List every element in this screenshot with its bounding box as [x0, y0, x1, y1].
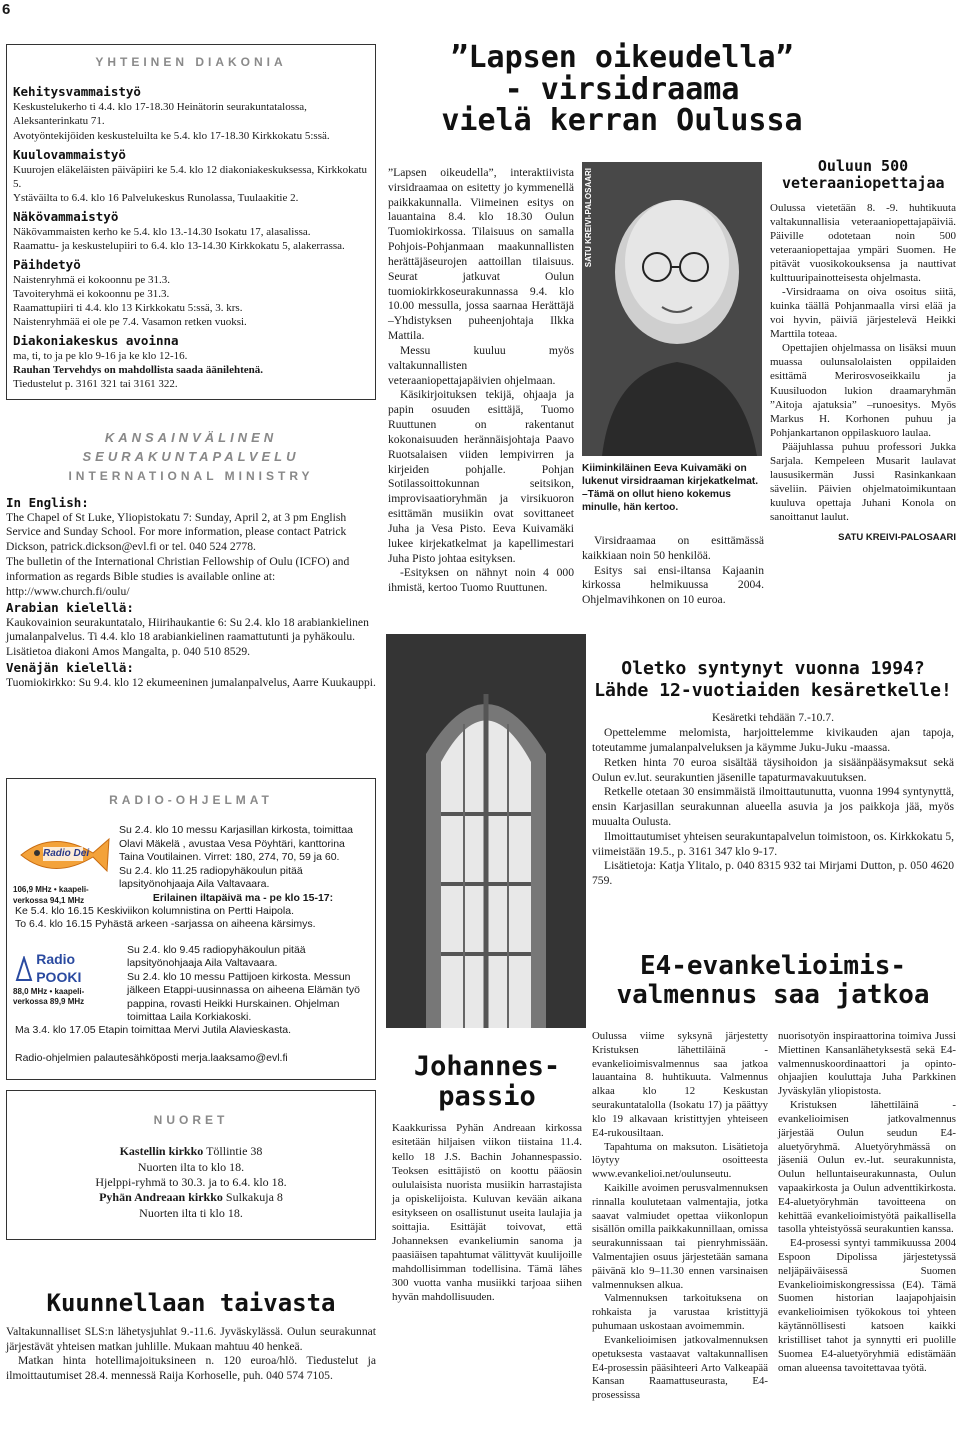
diakonia-line: Tavoiteryhmä ei kokoonnu pe 31.3. — [13, 288, 170, 301]
e4-paragraph: nuorisotyön inspiraattorina toimiva Jussi Miettinen Kansanlähetyksestä sekä E4-valmennuskoordinaattori ja opinto-ohjaajien kouluttaja Juha Parkkinen Jyväskylän yliopistosta. — [778, 1030, 956, 1098]
diakonia-heading: Diakoniakeskus avoinna — [13, 333, 179, 349]
radio-line-6: Su 2.4. klo 9.45 radiopyhäkoulun pitää lapsityönohjaaja Aila Valtavaara. — [127, 943, 306, 970]
diakonia-line: Näkövammaisten kerho ke 5.4. klo 13.-14.30 Isokatu 17, alasalissa. — [13, 225, 311, 238]
diakonia-line: Naistenryhmä ei kokoonnu pe 31.3. — [13, 273, 171, 286]
diakonia-line: ma, ti, to ja pe klo 9-16 ja ke klo 12-16. — [13, 350, 188, 363]
church-window-image — [386, 634, 586, 1028]
kesaretki-date: Kesäretki tehdään 7.-10.7. — [711, 711, 834, 725]
kesaretki-paragraph: Lisätietoja: Katja Ylitalo, p. 040 8315 932 tai Mirjami Dutton, p. 050 4620 759. — [592, 859, 954, 888]
radio-dei-freq-2: verkossa 94,1 MHz — [13, 895, 85, 905]
e4-column-2 — [778, 1030, 956, 1375]
e4-headline-1: E4-evankelioimis- — [639, 951, 907, 981]
veteraani-text — [770, 201, 956, 525]
e4-paragraph: E4-prosessi syntyi tammikuussa 2004 Espoon Dipolissa järjestetyssä neljäpäiväisessä Suomen Evankelioimiskongressissa (E4). Tämä Suomen historian laajapohjaisin evankelioimisen työkokous toi yhteen käytännöllisesti katsoen kaikki kristilliset tahot ja synnytti eri puolille Suomea E4-aluetyöryhmiä edistämään oman alueensa tavoitettavaa työtä. — [778, 1237, 956, 1374]
kesaretki-headline-2: Lähde 12-vuotiaiden kesäretkelle! — [594, 679, 952, 701]
radio-pooki-name: Radio POOKI — [36, 951, 82, 985]
taivas-section — [6, 1288, 376, 1384]
church-window-photo — [386, 634, 586, 1028]
radio-dei-logo — [13, 829, 113, 906]
veteraani-credit: SATU KREIVI-PALOSAARI — [838, 532, 956, 544]
nuoret-title: NUORET — [153, 1113, 229, 1127]
virsi-paragraph: Käsikirjoituksen tekijä, ohjaaja ja papin osuuden esittäjä, Tuomo Ruuttunen on rakentanut kokonaisuuden herännäisjohtaja Paavo Ruotsalaisen viiden lempivirren ja kirjeiden pohjalle. Pohjan Sotilassoittokunnan seitsikon, improvisaatioryhmän ja virsikuoron esittämän musiikin ovat sovittaneet Juha ja Vesa Pisto. Eeva Kuivamäki lukee kirjekatkelmat ja kapellimestari Juha Pisto johtaa esityksen. — [388, 388, 574, 565]
virsi-headline-1: ”Lapsen oikeudella” — [450, 40, 794, 75]
johannes-headline-2: passio — [438, 1080, 536, 1112]
kesaretki-paragraph: Retken hinta 70 euroa sisältää täysihoidon ja sisäänpääsymaksut sekä Oulun ev.lut. seurakuntien jäsenille tapaturmavakuutuksen. — [592, 755, 954, 784]
virsi-paragraph: ”Lapsen oikeudella”, interaktiivista virsidraamaa on esitetty jo kymmenellä paikkakunnalla. Viimeinen esitys on lauantaina 8.4. klo 18.30 Oulun Tuomiokirkossa. Tilaisuus on samalla Pohjois-Pohjanmaan maakunnallisten herättäjäseurojen aattoillan tilaisuus. Seurat jatkuvat Oulun tuomiokirkkoseurakunnassa 9.4. klo 10.00 messulla, jossa saarnaa Herättäjä –Yhdistyksen puheenjohtaja Ilkka Mattila. — [388, 166, 574, 343]
diakonia-line: Naistenryhmää ei ole pe 7.4. Vasamon retken vuoksi. — [13, 316, 247, 329]
kesaretki-text — [592, 726, 954, 889]
e4-paragraph: Valmennuksen tarkoituksena on rohkaista ja varustaa kristittyjä puhumaan uskostaan avoimemmin. — [592, 1292, 768, 1333]
radio-box — [6, 778, 376, 1080]
virsi-paragraph: Esitys sai ensi-iltansa Kajaanin kirkossa helmikuussa 2004. Ohjelmavihkonen on 10 euroa. — [582, 563, 764, 607]
veteraani-paragraph: Oulussa vietetään 8. -9. huhtikuuta valtakunnallisia veteraaniopettajapäiviä. Päiville odotetaan noin 500 veteraaniopettajaa ympäri Suomen. He pitävät vuosikokouksensa ja nauttivat kulttuuripainotteisesta ohjelmasta. — [770, 201, 956, 284]
intl-english-text: The Chapel of St Luke, Yliopistokatu 7: Sunday, April 2, at 3 pm English Service and Sunday School. For more information, please contact Patrick Dickson, patrick.dickson@evl.fi or tel. 040 524 2778. — [6, 510, 347, 554]
diakonia-heading: Kuulovammaistyö — [13, 146, 126, 162]
e4-headline-2: valmennus saa jatkoa — [616, 979, 930, 1010]
international-section — [6, 430, 376, 770]
radio-pooki-logo — [13, 951, 121, 1007]
radio-title: RADIO-OHJELMAT — [109, 793, 273, 807]
radio-pooki-block — [127, 944, 367, 971]
johannes-headline-1: Johannes- — [413, 1051, 561, 1082]
woman-portrait-image — [582, 162, 762, 456]
veteraani-paragraph: Opettajien ohjelmassa on lisäksi muun muassa oulunsalolaisten oppilaiden esittämä Merirosvoseikkailu ja Kuusiluodon lukion draamaryhmän ”Aitoja ajatuksia” –runoesitys. Myös Markus H. Korhonen puhuu ja Pohjankartanon oppilaskuoro laulaa. — [770, 342, 956, 439]
e4-headline — [592, 952, 954, 1009]
radio-line-5: To 6.4. klo 16.15 Pyhästä arkeen -sarjassa on aiheena kärsimys. — [15, 918, 316, 931]
virsi-headline-2: - virsidraama — [504, 71, 740, 107]
e4-paragraph: Kaikille avoimen perusvalmennuksen rinnalla koulutetaan valmentajia, jotka saavat valmiudet opettaa viikonlopun sisällön omilla paikkakunnillaan, omissa seurakunnissaan tai pienryhmissään. Valmentajien osuus järjestetään samana päivänä klo 9–11.30 ennen varsinaisen valmennuksen alkua. — [592, 1181, 768, 1291]
radio-dei-name: Radio Dei — [43, 848, 90, 859]
intl-heading-arabic: Arabian kielellä: — [6, 599, 134, 615]
virsi-paragraph: -Esityksen on nähnyt noin 4 000 ihmistä, kertoo Tuomo Ruuttunen. — [388, 566, 574, 595]
diakonia-line: Kuurojen eläkeläisten päiväpiiri ke 5.4. klo 12 diakoniakeskuksessa, Kirkkokatu 5. — [13, 163, 368, 190]
intl-title-3: INTERNATIONAL MINISTRY — [68, 469, 314, 484]
diakonia-contact: Tiedustelut p. 3161 321 tai 3161 322. — [13, 378, 178, 391]
intl-title-1: KANSAINVÄLINEN — [104, 430, 278, 445]
diakonia-heading: Kehitysvammaistyö — [13, 84, 141, 100]
diakonia-box — [6, 44, 376, 400]
diakonia-sections — [13, 84, 369, 391]
diakonia-line: Ystäväilta to 6.4. klo 16 Palvelukeskus Runolassa, Tuulaakitie 2. — [13, 191, 299, 204]
virsi-column-2 — [582, 534, 764, 608]
diakonia-heading: Päihdetyö — [13, 256, 81, 272]
taivas-title: Kuunnellaan taivasta — [46, 1289, 336, 1317]
radio-line-2: Su 2.4. klo 11.25 radiopyhäkoulun pitää lapsityönohjaaja Aila Valtavaara. — [119, 864, 303, 891]
virsi-paragraph: Virsidraamaa on esittämässä kaikkiaan noin 50 henkilöä. — [582, 534, 764, 562]
radio-pooki-freq-2: verkossa 89,9 MHz — [13, 997, 85, 1007]
e4-paragraph: Kristuksen lähettiläinä -evankelioimisen jatkovalmennus järjestää Oulun seudun E4-aluetyöryhmä. Aluetyöryhmässä on jäseniä Oulun ev.-lut. seurakunnista, Oulun helluntaiseurakunnasta, Oulun vapaakirkosta ja Oulun adventtikirkosta. E4-aluetyöryhmän tavoitteena on kehittää evankelioimistyötä paikallisella tasolla yhteistyössä seurakuntien kanssa. — [778, 1099, 956, 1236]
photo-credit-vertical: SATU KREIVI-PALOSAARI — [584, 168, 593, 268]
intl-heading-russian: Venäjän kielellä: — [6, 660, 134, 676]
intl-russian-text: Tuomiokirkko: Su 9.4. klo 12 ekumeeninen jumalanpalvelus, Aarre Kuukauppi. — [6, 676, 376, 690]
veteraani-section — [770, 158, 956, 544]
intl-heading-english: In English: — [6, 494, 89, 510]
diakonia-line: Raamattu- ja keskustelupiiri to 6.4. klo 13-14.30 Kirkkokatu 5, alakerrassa. — [13, 239, 345, 252]
radio-line-4: Ke 5.4. klo 16.15 Keskiviikon kolumnistina on Pertti Haipola. — [15, 904, 294, 917]
radio-tower-icon — [13, 956, 34, 982]
kesaretki-section — [592, 658, 954, 889]
radio-line-3: Erilainen iltapäivä ma - pe klo 15-17: — [152, 891, 334, 904]
veteraani-title: Ouluun 500 veteraaniopettajaa — [782, 157, 945, 193]
radio-pooki-freq-1: 88,0 MHz • kaapeli- — [13, 986, 85, 996]
intl-title-2: SEURAKUNTAPALVELU — [82, 448, 300, 464]
nuoret-row-2: Nuorten ilta to klo 18. — [137, 1159, 245, 1174]
veteraani-paragraph: Pääjuhlassa puhuu professori Jukka Sarjala. Kempeleen Musarit laulavat laususikermän Jussi Rasinkankaan säveliin. Päivien ohjelmatoimikuntaan kuuluva opettaja Juhani Konola on sanoittanut laulut. — [770, 440, 956, 524]
radio-dei-freq-1: 106,9 MHz • kaapeli- — [13, 885, 89, 895]
nuoret-row-4: Pyhän Andreaan kirkko Sulkakuja 8 — [99, 1190, 283, 1205]
e4-column-1 — [592, 1030, 768, 1403]
taivas-text-2: Matkan hinta hotellimajoituksineen n. 120 euroa/hlö. Tiedustelut ja ilmoittautumiset 28.4. mennessä Raija Korhoselle, puh. 040 574 7105. — [6, 1354, 376, 1383]
kesaretki-paragraph: Retkelle otetaan 30 ensimmäistä ilmoittautunutta, vuonna 1994 syntynyttä, ensin Karjasillan seurakunnan alueella asuvia ja jos paikkoja jää, myös muualta Oulusta. — [592, 785, 954, 828]
diakonia-title: YHTEINEN DIAKONIA — [95, 55, 287, 69]
nuoret-row-1: Kastellin kirkko Töllintie 38 — [119, 1144, 263, 1159]
kesaretki-paragraph: Ilmoittautumiset yhteisen seurakuntapalvelun toimistoon, os. Kirkkokatu 5, viimeistään 19.5., p. 3161 347 klo 9-17. — [592, 829, 955, 858]
e4-paragraph: Evankelioimisen jatkovalmennuksen opetuksesta vastaavat valtakunnallisen E4-prosessin pääsihteeri Arto Valkeapää Kansan Raamattuseurasta, E4-prosessissa — [592, 1333, 768, 1402]
nuoret-row-5: Nuorten ilta ti klo 18. — [139, 1205, 243, 1220]
intl-arabic-text: Kaukovainion seurakuntatalo, Hiirihaukantie 6: Su 2.4. klo 18 arabiankielinen jumalanpalvelus. Ti 4.4. klo 18 arabiankielinen raamattutunti ja pyhäkoulu. Lisätietoa diakoni Amos Mangalta, p. 040 510 8529. — [6, 615, 369, 659]
kesaretki-headline-1: Oletko syntynyt vuonna 1994? — [621, 658, 925, 679]
e4-paragraph: Tapahtuma on maksuton. Lisätietoja löytyy osoitteesta www.evankelioi.net/oulunseutu. — [592, 1140, 768, 1181]
radio-line-7: Su 2.4. klo 10 messu Pattijoen kirkosta. Messun jälkeen Etappi-uusinnassa on aiheena Elämän työ pappina, rovasti Heikki Hurskainen. Ohjelman toimittaa Laila Korkiakoski. — [127, 970, 360, 1024]
virsi-photo — [582, 162, 762, 456]
page-number: 6 — [2, 1, 11, 18]
veteraani-paragraph: -Virsidraama on oiva osoitus siitä, kuinka täällä Pohjanmaalla virsi elää ja voi hyvin, päiviä järjestelevä Heikki Marttila toteaa. — [770, 285, 956, 341]
diakonia-heading: Näkövammaistyö — [13, 208, 119, 224]
radio-line-8: Ma 3.4. klo 17.05 Etapin toimittaa Mervi Jutila Alavieskasta. — [15, 1024, 292, 1037]
radio-line-9: Radio-ohjelmien palautesähköposti merja.laaksamo@evl.fi — [15, 1051, 288, 1064]
nuoret-box — [6, 1090, 376, 1240]
virsi-column-1 — [388, 166, 574, 596]
virsi-paragraph: Messu kuuluu myös valtakunnallisten veteraaniopettajapäivien ohjelmaan. — [388, 343, 574, 387]
radio-dei-block — [119, 824, 367, 905]
johannes-section — [392, 1052, 582, 1304]
virsi-headline — [386, 42, 858, 137]
virsi-caption: Kiiminkiläinen Eeva Kuivamäki on lukenut virsidraaman kirjekatkelmat. –Tämä on ollut hieno kokemus minulle, hän kertoo. — [582, 463, 759, 514]
diakonia-line: Keskustelukerho ti 4.4. klo 17-18.30 Heinätorin seurakuntatalossa, Aleksanterinkatu 71. — [13, 101, 307, 128]
radio-line-1: Su 2.4. klo 10 messu Karjasillan kirkosta, toimittaa Olavi Mäkelä , avustaa Vesa Pöyhtäri, kanttorina Taina Voutilainen. Virret: 180, 274, 70, 59 ja 60. — [119, 824, 354, 864]
diakonia-line: Avotyöntekijöiden keskusteluilta ke 5.4. klo 17-18.30 Kirkkokatu 5:ssä. — [13, 129, 330, 142]
kesaretki-paragraph: Opettelemme melomista, harjoittelemme kivikauden ajan tapoja, toteutamme jumalanpalveluksen ja käymme Juku-Juku -maassa. — [592, 726, 954, 754]
taivas-text-1: Valtakunnalliset SLS:n lähetysjuhlat 9.-11.6. Jyväskylässä. Oulun seurakunnat järjestävät yhteisen matkan juhlille. Mukaan mahtuu 40 henkeä. — [6, 1324, 376, 1353]
virsi-headline-3: vielä kerran Oulussa — [441, 103, 803, 138]
diakonia-bold-line: Rauhan Tervehdys on mahdollista saada äänilehtenä. — [13, 364, 264, 377]
johannes-text: Kaakkurissa Pyhän Andreaan kirkossa esitetään hiljaisen viikon tiistaina 11.4. kello 18 J.S. Bachin Johannespassio. Teoksen esittäjistö on koottu pääosin oululaisista nuorista musiikin harrastajista ja opiskelijoista. Kuluvan kevään aikana esitykseen on osallistunut useita laulajia ja soittajia. Esittäjät toivovat, että Johanneksen evankeliumin sanoma ja paasiäisen tapahtumat välittyvät kuulijoille mahdollisimman todellisina. Tämä lähes 300 vuotta vanha musiikki tarjoaa siihen hyvän mahdollisuuden. — [392, 1122, 582, 1304]
diakonia-line: Raamattupiiri ti 4.4. klo 13 Kirkkokatu 5:ssä, 3. krs. — [13, 302, 243, 315]
nuoret-row-3: Hjelppi-ryhmä to 30.3. ja to 6.4. klo 18. — [95, 1175, 287, 1190]
e4-paragraph: Oulussa viime syksynä järjestetty Kristuksen lähettiläinä -evankelioimisvalmennus saa jatkoa lauantaina 8. huhtikuuta. Valmennus alkaa klo 12 Keskustan seurakuntatalolla (Isokatu 17) ja päättyy klo 19 alkavaan kristittyjen yhteiseen E4-rukousiltaan. — [592, 1030, 768, 1139]
intl-bulletin-text: The bulletin of the International Christian Fellowship of Oulu (ICFO) and information as regards Bible studies is available online at: http://www.church.fi/oulu/ — [6, 555, 350, 598]
